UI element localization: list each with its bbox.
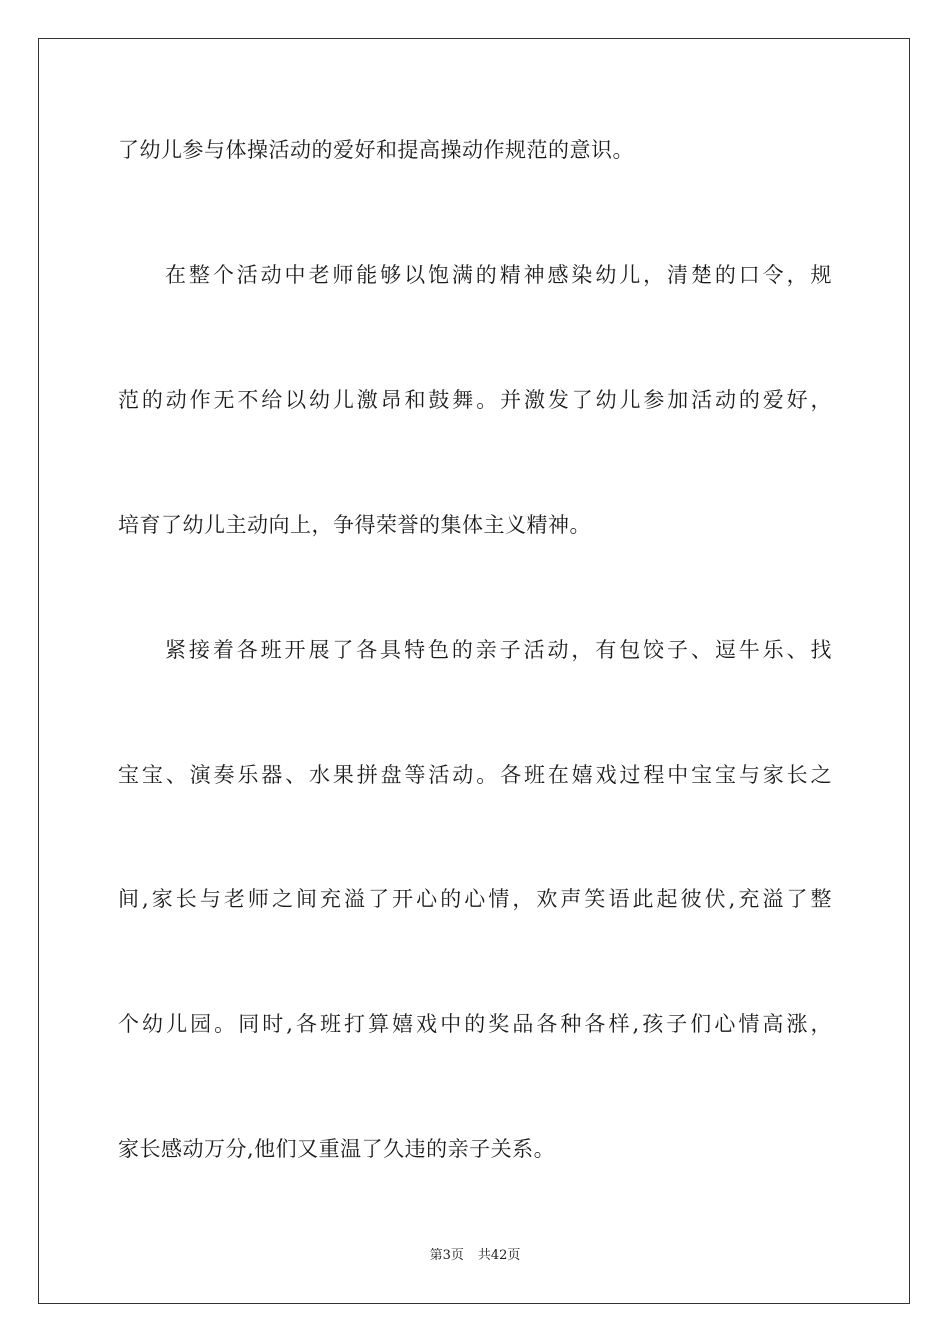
text-line-6: 宝宝、演奏乐器、水果拼盘等活动。各班在嬉戏过程中宝宝与家长之 [118,763,832,787]
text-line-8: 个幼儿园。同时,各班打算嬉戏中的奖品各种各样,孩子们心情高涨， [118,1012,832,1036]
text-line-3: 范的动作无不给以幼儿激昂和鼓舞。并激发了幼儿参加活动的爱好， [118,388,832,412]
text-line-1: 了幼儿参与体操活动的爱好和提高操动作规范的意识。 [118,138,634,162]
text-line-5: 紧接着各班开展了各具特色的亲子活动，有包饺子、逗牛乐、找 [165,638,832,662]
text-line-9: 家长感动万分,他们又重温了久违的亲子关系。 [118,1137,556,1161]
page-border [38,38,910,1304]
text-line-7: 间,家长与老师之间充溢了开心的心情，欢声笑语此起彼伏,充溢了整 [118,887,832,911]
page-total: 共42页 [477,1248,521,1263]
page-footer [0,1247,950,1265]
text-line-2: 在整个活动中老师能够以饱满的精神感染幼儿，清楚的口令，规 [165,263,832,287]
page-number: 第3页 [429,1248,464,1263]
text-line-4: 培育了幼儿主动向上，争得荣誉的集体主义精神。 [118,513,591,537]
